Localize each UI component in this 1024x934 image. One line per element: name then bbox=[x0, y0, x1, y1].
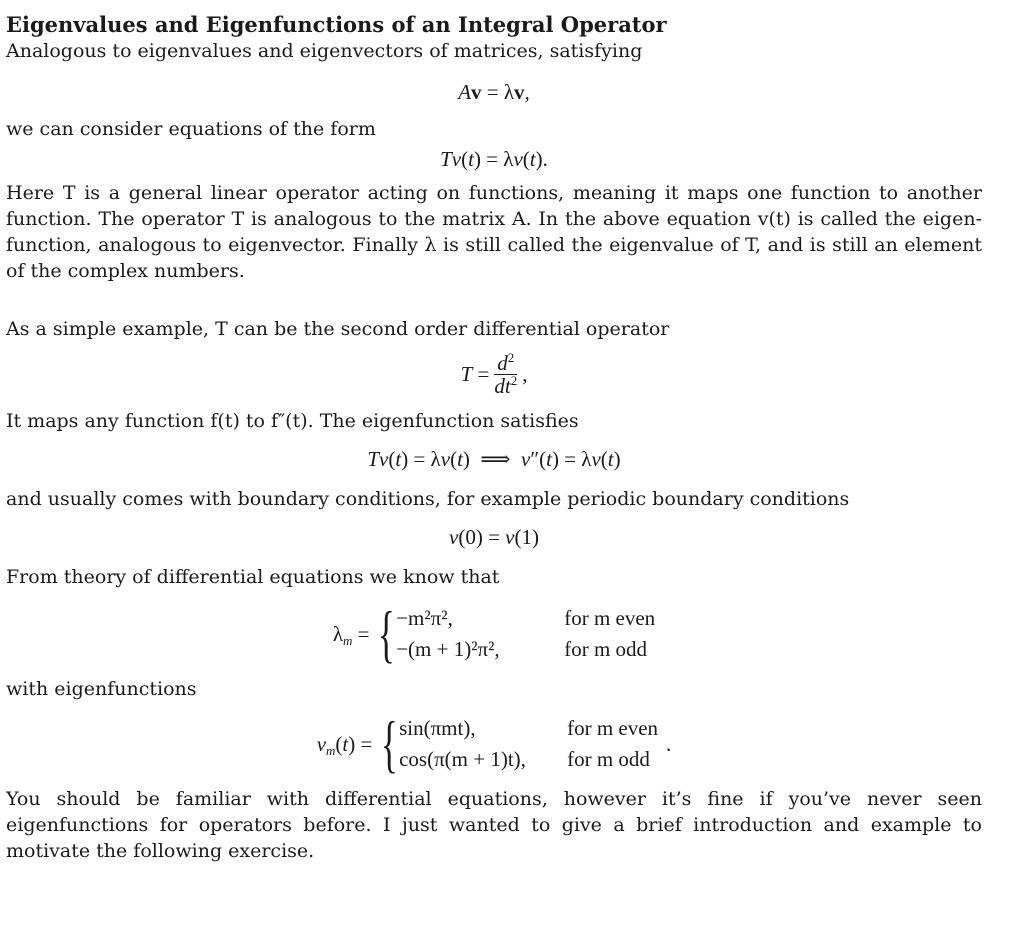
equation-eigenvalues: $\lambda_m$ = { −m²π², for m even −(m + 1)²π², for m odd bbox=[332, 598, 656, 669]
simple-example-text: As a simple example, T can be the second order differential operator bbox=[6, 318, 670, 340]
intro-text: Analogous to eigenvalues and eigenvectors of matrices, satisfying bbox=[6, 40, 643, 62]
closing-paragraph: You should be familiar with differential equations, however it’s fine if you’ve never seen eigenfunctions for operators before. I just wanted to give a brief introduction and example to motivate the following exercise. bbox=[6, 788, 982, 862]
eigenfunction-case-odd: cos(π(m + 1)t), for m odd bbox=[399, 747, 650, 771]
equation-eigenfunctions: $v_m(t)$ = { sin(πmt), for m even cos(π(m + 1)t), for m odd . bbox=[316, 708, 672, 779]
consider-text: we can consider equations of the form bbox=[6, 118, 376, 140]
maps-text: It maps any function f(t) to f″(t). The eigenfunction satisfies bbox=[6, 410, 579, 432]
with-eigenfunctions-text: with eigenfunctions bbox=[6, 678, 197, 700]
document-title: Eigenvalues and Eigenfunctions of an Integral Operator bbox=[6, 12, 667, 37]
equation-operator-eigen: Tv(t) = λv(t). bbox=[440, 147, 548, 171]
eigenvalue-case-even: −m²π², for m even bbox=[396, 606, 656, 630]
equation-second-derivative: T = $\frac{d^2}{dt^2}$ , bbox=[460, 349, 528, 398]
equation-eigenfunction: Tv(t) = λv(t) ⟹ v″(t) = λv(t) bbox=[367, 447, 621, 471]
equation-periodic-boundary: v(0) = v(1) bbox=[449, 525, 539, 549]
fraction: $\frac{d^2}{dt^2}$ bbox=[494, 349, 518, 398]
eigenfunction-case-even: sin(πmt), for m even bbox=[399, 716, 659, 740]
document bbox=[6, 12, 982, 864]
eigenvalue-case-odd: −(m + 1)²π², for m odd bbox=[396, 637, 648, 661]
theory-text: From theory of differential equations we know that bbox=[6, 566, 500, 588]
operator-description: Here T is a general linear operator acting on functions, meaning it maps one function to another function. The operator T is analogous to the matrix A. In the above equation v(t) is called the eigen- function, analogous to eigenvector. Finally λ is still called the eigenvalue of T, and is still an element of the complex numbers. bbox=[6, 182, 982, 282]
boundary-text: and usually comes with boundary conditions, for example periodic boundary conditions bbox=[6, 488, 850, 510]
equation-matrix-eigen: Av = λv, bbox=[458, 80, 530, 104]
